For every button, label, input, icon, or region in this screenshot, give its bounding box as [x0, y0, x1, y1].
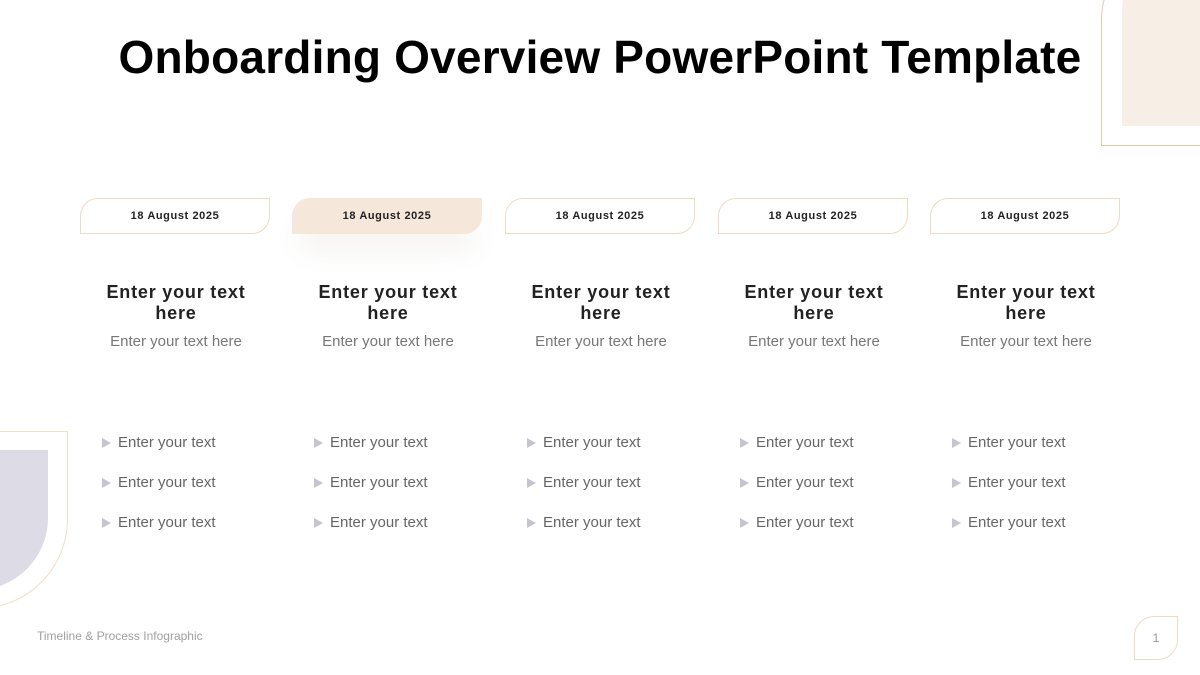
bullet-item: [102, 472, 216, 512]
bullet-arrow-icon: [314, 438, 323, 448]
bullet-text: Enter your text: [543, 514, 641, 531]
bullet-item: [314, 512, 428, 552]
bullet-arrow-icon: [527, 518, 536, 528]
bullet-item: [740, 512, 854, 552]
bullet-text: Enter your text: [330, 514, 428, 531]
column-heading: Enter your text here: [744, 282, 884, 323]
bullet-text: Enter your text: [968, 434, 1066, 451]
bullet-arrow-icon: [314, 478, 323, 488]
bullet-arrow-icon: [527, 478, 536, 488]
bullet-list: [102, 432, 216, 552]
date-tab[interactable]: 18 August 2025: [930, 198, 1120, 234]
column-heading: Enter your text here: [318, 282, 458, 323]
bullet-text: Enter your text: [968, 474, 1066, 491]
bullet-item: [102, 512, 216, 552]
column-subtext: Enter your text here: [535, 333, 667, 350]
bullet-text: Enter your text: [543, 434, 641, 451]
bullet-item: [952, 432, 1066, 472]
bullet-arrow-icon: [740, 438, 749, 448]
footer-label: Timeline & Process Infographic: [37, 629, 203, 643]
bullet-item: [314, 472, 428, 512]
bullet-arrow-icon: [740, 518, 749, 528]
bullet-text: Enter your text: [756, 474, 854, 491]
bullet-list: [314, 432, 428, 552]
timeline-column-1: [80, 198, 272, 531]
bullet-arrow-icon: [740, 478, 749, 488]
bullet-text: Enter your text: [968, 514, 1066, 531]
date-tab[interactable]: 18 August 2025: [505, 198, 695, 234]
bullet-item: [740, 432, 854, 472]
date-tab[interactable]: 18 August 2025: [80, 198, 270, 234]
bullet-arrow-icon: [952, 518, 961, 528]
bullet-item: [952, 472, 1066, 512]
bullet-arrow-icon: [102, 518, 111, 528]
bullet-arrow-icon: [952, 478, 961, 488]
bullet-item: [527, 472, 641, 512]
column-subtext: Enter your text here: [748, 333, 880, 350]
bullet-arrow-icon: [314, 518, 323, 528]
page-number: 1: [1134, 616, 1178, 660]
left-decor-outline: [0, 431, 68, 609]
bullet-text: Enter your text: [330, 474, 428, 491]
bullet-item: [527, 512, 641, 552]
bullet-arrow-icon: [102, 438, 111, 448]
slide-title: Onboarding Overview PowerPoint Template: [118, 31, 1082, 83]
column-subtext: Enter your text here: [960, 333, 1092, 350]
bullet-item: [740, 472, 854, 512]
timeline-column-4: [718, 198, 910, 531]
bullet-arrow-icon: [102, 478, 111, 488]
date-tab-active[interactable]: 18 August 2025: [292, 198, 482, 234]
bullet-item: [527, 432, 641, 472]
bullet-text: Enter your text: [543, 474, 641, 491]
bullet-text: Enter your text: [756, 434, 854, 451]
column-heading: Enter your text here: [106, 282, 246, 323]
bullet-list: [740, 432, 854, 552]
timeline-column-3: [505, 198, 697, 531]
column-subtext: Enter your text here: [322, 333, 454, 350]
bullet-item: [952, 512, 1066, 552]
column-heading: Enter your text here: [956, 282, 1096, 323]
bullet-text: Enter your text: [330, 434, 428, 451]
bullet-list: [952, 432, 1066, 552]
column-heading: Enter your text here: [531, 282, 671, 323]
bullet-item: [102, 432, 216, 472]
bullet-text: Enter your text: [118, 434, 216, 451]
column-subtext: Enter your text here: [110, 333, 242, 350]
bullet-list: [527, 432, 641, 552]
bullet-text: Enter your text: [756, 514, 854, 531]
bullet-text: Enter your text: [118, 474, 216, 491]
bullet-arrow-icon: [527, 438, 536, 448]
timeline-column-2: [292, 198, 484, 531]
bullet-item: [314, 432, 428, 472]
date-tab[interactable]: 18 August 2025: [718, 198, 908, 234]
bullet-arrow-icon: [952, 438, 961, 448]
timeline-column-5: [930, 198, 1122, 531]
bullet-text: Enter your text: [118, 514, 216, 531]
